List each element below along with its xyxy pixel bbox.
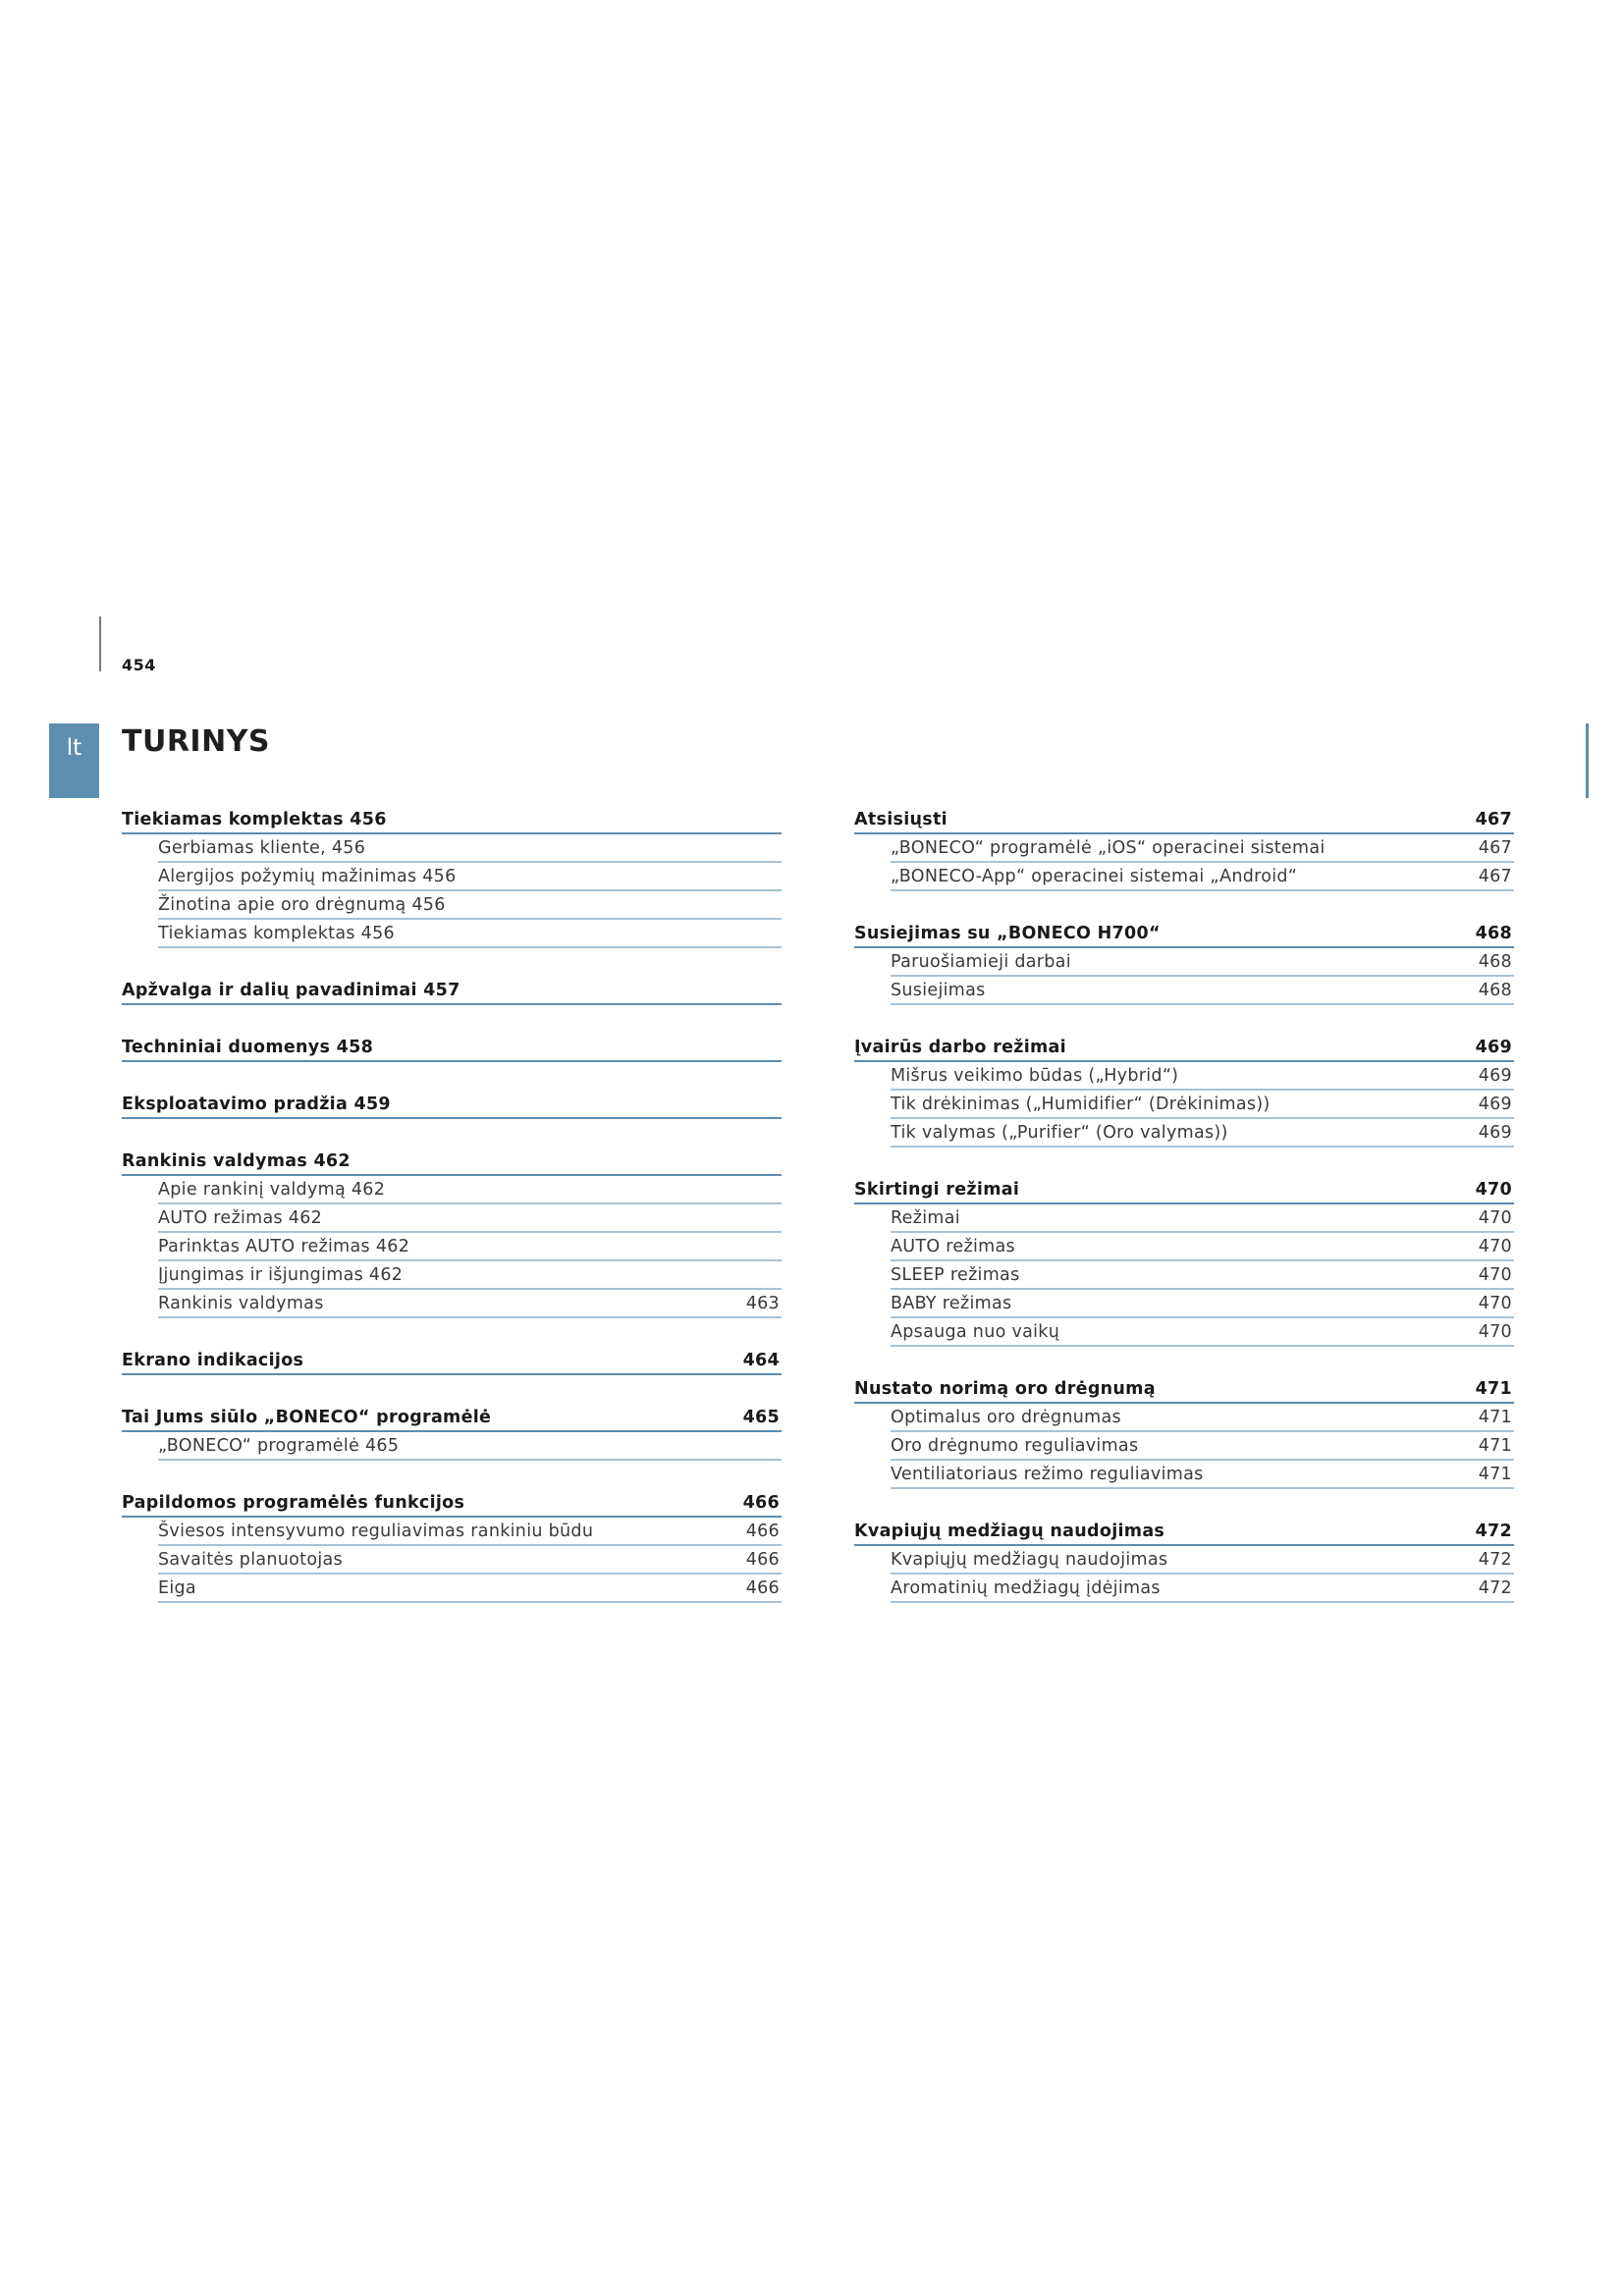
header-rule [99,616,101,671]
toc-page-number: 472 [1478,1577,1512,1598]
toc-entry[interactable] [891,1404,1514,1432]
toc-entry-label: Mišrus veikimo būdas („Hybrid“) [891,1065,1179,1086]
language-code: lt [66,735,82,761]
toc-section-heading[interactable] [854,1518,1514,1546]
toc-page-number: 464 [742,1350,780,1370]
toc-section [854,1034,1514,1148]
toc-page-number: 470 [1478,1236,1512,1256]
toc-section [122,1091,782,1119]
language-tab [49,723,99,798]
toc-entry-label: Aromatinių medžiagų įdėjimas [891,1577,1161,1598]
toc-page-number: 463 [745,1293,780,1313]
toc-section-heading[interactable] [122,1404,782,1432]
toc-entry-label: Režimai [891,1207,960,1228]
toc-section-title: Techniniai duomenys 458 [122,1037,374,1057]
toc-page-number: 466 [745,1577,780,1598]
toc-section [854,1518,1514,1603]
toc-section-title: Nustato norimą oro drėgnumą [854,1378,1156,1399]
toc-entry-label: Rankinis valdymas [158,1293,324,1313]
toc-page-number: 465 [742,1407,780,1427]
toc-entry-label: Šviesos intensyvumo reguliavimas rankiniu būdu [158,1521,594,1541]
toc-section-title: Apžvalga ir dalių pavadinimai 457 [122,980,460,1000]
toc-entry[interactable] [891,1261,1514,1290]
toc-section-title: Tiekiamas komplektas 456 [122,809,387,829]
toc-section [854,920,1514,1005]
toc-entry-label: Savaitės planuotojas [158,1549,343,1570]
toc-entry-label: Įjungimas ir išjungimas 462 [158,1264,404,1285]
toc-entry-label: Tik drėkinimas („Humidifier“ (Drėkinimas)) [891,1094,1271,1114]
toc-page-number: 470 [1478,1293,1512,1313]
toc-page-number: 466 [745,1549,780,1570]
toc-section [854,1176,1514,1347]
toc-page-number: 470 [1478,1321,1512,1342]
toc-section-heading[interactable] [122,977,782,1005]
toc-entry[interactable] [158,891,782,920]
toc-section-title: Rankinis valdymas 462 [122,1150,351,1171]
toc-entry-label: Tiekiamas komplektas 456 [158,923,395,943]
toc-section-heading[interactable] [122,1034,782,1062]
toc-section-heading[interactable] [854,1375,1514,1404]
toc-section-title: Atsisiųsti [854,809,947,829]
toc-page-number: 470 [1478,1264,1512,1285]
toc-entry[interactable] [891,1062,1514,1091]
toc-right-column [854,806,1514,1631]
toc-entry[interactable] [158,920,782,948]
toc-entry-label: Ventiliatoriaus režimo reguliavimas [891,1464,1204,1484]
toc-entry[interactable] [891,1432,1514,1461]
toc-entry-label: Gerbiamas kliente, 456 [158,837,366,858]
toc-entry[interactable] [158,863,782,891]
toc-entry-label: Apie rankinį valdymą 462 [158,1179,386,1200]
toc-page-number: 466 [742,1492,780,1513]
toc-section [122,1404,782,1461]
toc-entry[interactable] [891,863,1514,891]
toc-section-heading[interactable] [122,806,782,834]
toc-entry-label: BABY režimas [891,1293,1012,1313]
toc-entry[interactable] [158,1204,782,1233]
toc-left-column [122,806,782,1631]
toc-section-title: Papildomos programėlės funkcijos [122,1492,465,1513]
toc-entry[interactable] [891,977,1514,1005]
toc-page-number: 468 [1478,980,1512,1000]
toc-section-title: Eksploatavimo pradžia 459 [122,1094,391,1114]
toc-entry[interactable] [891,1461,1514,1489]
toc-section-heading[interactable] [122,1489,782,1518]
toc-section [122,977,782,1005]
toc-section [854,806,1514,891]
toc-entry[interactable] [158,1261,782,1290]
toc-section-title: Ekrano indikacijos [122,1350,304,1370]
toc-page-number: 470 [1475,1179,1512,1200]
page-title: TURINYS [122,724,271,759]
toc-entry[interactable] [891,1575,1514,1603]
toc-section-heading[interactable] [854,1034,1514,1062]
toc-entry-label: „BONECO“ programėlė „iOS“ operacinei sistemai [891,837,1326,858]
toc-entry[interactable] [891,1204,1514,1233]
toc-entry-label: AUTO režimas [891,1236,1015,1256]
toc-page-number: 467 [1478,837,1512,858]
toc-page-number: 469 [1478,1094,1512,1114]
toc-entry[interactable] [891,834,1514,863]
toc-entry[interactable] [158,1575,782,1603]
toc-entry[interactable] [158,1290,782,1318]
toc-entry-label: Oro drėgnumo reguliavimas [891,1435,1139,1456]
toc-page-number: 472 [1478,1549,1512,1570]
toc-entry[interactable] [158,1546,782,1575]
toc-entry-label: Eiga [158,1577,196,1598]
toc-section [122,1347,782,1375]
toc-entry-label: Susiejimas [891,980,986,1000]
toc-entry-label: Žinotina apie oro drėgnumą 456 [158,894,446,915]
toc-section-heading[interactable] [122,1148,782,1176]
toc-section [122,806,782,948]
toc-section-title: Susiejimas su „BONECO H700“ [854,923,1161,943]
toc-page-number: 471 [1478,1435,1512,1456]
toc-section [122,1034,782,1062]
toc-section-title: Skirtingi režimai [854,1179,1020,1200]
toc-entry[interactable] [891,948,1514,977]
toc-section-heading[interactable] [854,920,1514,948]
toc-entry[interactable] [891,1290,1514,1318]
toc-page-number: 469 [1478,1065,1512,1086]
toc-entry[interactable] [891,1119,1514,1148]
toc-entry-label: Paruošiamieji darbai [891,951,1071,972]
toc-entry[interactable] [891,1546,1514,1575]
toc-section-heading[interactable] [854,806,1514,834]
toc-page-number: 470 [1478,1207,1512,1228]
toc-section-title: Kvapiųjų medžiagų naudojimas [854,1521,1165,1541]
toc-section-title: Tai Jums siūlo „BONECO“ programėlė [122,1407,492,1427]
toc-section-heading[interactable] [122,1347,782,1375]
toc-section-heading[interactable] [854,1176,1514,1204]
page-number: 454 [122,656,156,674]
toc-entry-label: Apsauga nuo vaikų [891,1321,1060,1342]
toc-entry[interactable] [158,834,782,863]
toc-entry-label: „BONECO-App“ operacinei sistemai „Android“ [891,866,1298,886]
toc-page-number: 467 [1475,809,1512,829]
toc-section [122,1489,782,1603]
toc-page-number: 467 [1478,866,1512,886]
toc-section-title: Įvairūs darbo režimai [854,1037,1066,1057]
toc-page-number: 471 [1478,1464,1512,1484]
toc-page-number: 471 [1478,1407,1512,1427]
toc-section-heading[interactable] [122,1091,782,1119]
toc-entry[interactable] [158,1233,782,1261]
toc-section [854,1375,1514,1489]
toc-entry[interactable] [158,1176,782,1204]
toc-page-number: 466 [745,1521,780,1541]
toc-entry-label: AUTO režimas 462 [158,1207,323,1228]
right-edge-marker [1586,723,1589,798]
toc-entry-label: SLEEP režimas [891,1264,1020,1285]
toc-entry[interactable] [158,1432,782,1461]
toc-entry-label: „BONECO“ programėlė 465 [158,1435,400,1456]
toc-section [122,1148,782,1318]
toc-entry[interactable] [891,1233,1514,1261]
toc-page-number: 469 [1478,1122,1512,1143]
toc-entry-label: Tik valymas („Purifier“ (Oro valymas)) [891,1122,1228,1143]
toc-page-number: 468 [1478,951,1512,972]
toc-entry-label: Optimalus oro drėgnumas [891,1407,1121,1427]
toc-entry[interactable] [158,1518,782,1546]
toc-page-number: 468 [1475,923,1512,943]
toc-page-number: 471 [1475,1378,1512,1399]
toc-page-number: 469 [1475,1037,1512,1057]
toc-entry-label: Alergijos požymių mažinimas 456 [158,866,457,886]
toc-entry[interactable] [891,1091,1514,1119]
toc-entry-label: Kvapiųjų medžiagų naudojimas [891,1549,1168,1570]
toc-entry[interactable] [891,1318,1514,1347]
toc-page-number: 472 [1475,1521,1512,1541]
toc-entry-label: Parinktas AUTO režimas 462 [158,1236,410,1256]
